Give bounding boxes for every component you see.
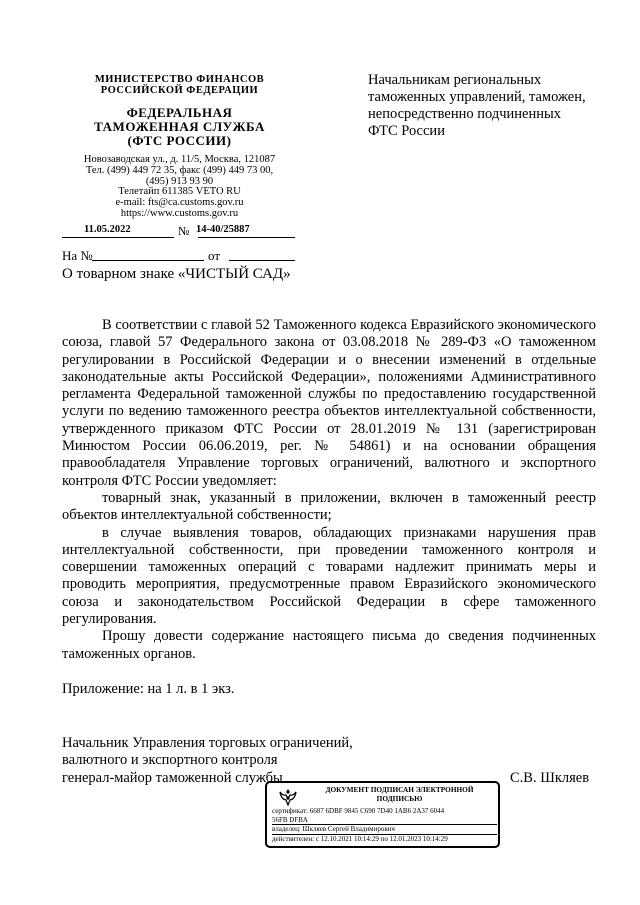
subject-line: О товарном знаке «ЧИСТЫЙ САД»	[62, 266, 291, 282]
stamp-title-line: ПОДПИСЬЮ	[376, 793, 423, 803]
body-paragraph: товарный знак, указанный в приложении, включен в таможенный реестр объектов интеллектуальной собственности;	[62, 489, 596, 524]
stamp-title	[307, 786, 492, 803]
reference-line	[62, 245, 295, 263]
coat-of-arms-icon	[277, 787, 299, 807]
signatory-line: Начальник Управления торговых ограничений,	[62, 735, 353, 751]
signatory-name: С.В. Шкляев	[510, 770, 590, 786]
e-signature-stamp	[265, 781, 500, 848]
service-line: (ФТС РОССИИ)	[127, 133, 232, 148]
service-line: ФЕДЕРАЛЬНАЯ	[126, 105, 233, 120]
address-line: Тел. (499) 449 72 35, факс (499) 449 73 00,	[85, 164, 274, 176]
from-label: от	[208, 248, 221, 263]
attachment-note: Приложение: на 1 л. в 1 экз.	[62, 681, 235, 697]
address-line: Телетайп 611385 VETO RU	[118, 186, 241, 198]
address-block	[62, 155, 297, 220]
signatory-block	[62, 735, 382, 787]
certificate-line: сертификат: 6687 6DBF 9845 C690 7D40 1AB6 2A37 6044	[272, 807, 445, 815]
address-line: e-mail: fts@ca.customs.gov.ru	[115, 197, 244, 209]
ministry-line: МИНИСТЕРСТВО ФИНАНСОВ	[94, 74, 265, 85]
date-underline	[62, 237, 174, 238]
service-block	[62, 106, 297, 148]
on-no-label: На №	[62, 248, 93, 263]
body-paragraph: В соответствии с главой 52 Таможенного кодекса Евразийского экономического союза, главой 57 Федерального закона от 03.08.2018 № 289-ФЗ «О таможенном регулировании в Российской Федерации и о внесении изменений в отдельные законодательные акты Российской Федерации», положениями Административного регламента Федеральной таможенной службы по предоставлению государственной услуги по ведению таможенного реестра объектов интеллектуальной собственности, утвержденного приказом ФТС России от 28.01.2019 № 131 (зарегистрирован Минюстом России 06.06.2019, рег. № 54861) и на основании обращения правообладателя Управление торговых ограничений, валютного и экспортного контроля ФТС России уведомляет:	[62, 317, 596, 489]
signatory-line: генерал-майор таможенной службы	[62, 769, 283, 786]
ministry-line: РОССИЙСКОЙ ФЕДЕРАЦИИ	[100, 85, 259, 96]
address-line: Новозаводская ул., д. 11/5, Москва, 121087	[83, 154, 276, 165]
letter-body	[62, 317, 596, 663]
stamp-title-line: ДОКУМЕНТ ПОДПИСАН ЭЛЕКТРОННОЙ	[325, 785, 474, 794]
address-line: (495) 913 93 90	[145, 175, 214, 187]
number-underline	[198, 237, 295, 238]
on-no-blank	[92, 260, 204, 261]
addressee-block: Начальникам региональных таможенных управлений, таможен, непосредственно подчиненных ФТС России	[368, 72, 586, 139]
body-paragraph: в случае выявления товаров, обладающих признаками нарушения прав интеллектуальной собственности, при проведении таможенного контроля и совершении таможенных операций с товарами надлежит принимать меры и проводить мероприятия, предусмотренные правом Евразийского экономического союза и законодательством Российской Федерации в сфере таможенного регулирования.	[62, 524, 596, 628]
owner-line: владелец: Шкляев Сергей Владимирович	[272, 824, 497, 834]
registration-line	[62, 224, 295, 240]
certificate-line: 56FB DFBA	[272, 815, 308, 824]
ministry-block	[62, 74, 297, 96]
number-sign: №	[178, 224, 190, 238]
body-paragraph: Прошу довести содержание настоящего письма до сведения подчиненных таможенных органов.	[62, 628, 596, 662]
address-line: https://www.customs.gov.ru	[120, 207, 239, 219]
service-line: ТАМОЖЕННАЯ СЛУЖБА	[94, 119, 265, 134]
registration-number: 14-40/25887	[196, 224, 250, 235]
registration-date: 11.05.2022	[84, 224, 131, 235]
validity-line: действителен: с 12.10.2021 10:14:29 по 12.01.2023 10:14:29	[272, 834, 497, 844]
stamp-details	[272, 807, 497, 843]
from-blank	[229, 260, 295, 261]
signatory-line: валютного и экспортного контроля	[62, 752, 278, 769]
